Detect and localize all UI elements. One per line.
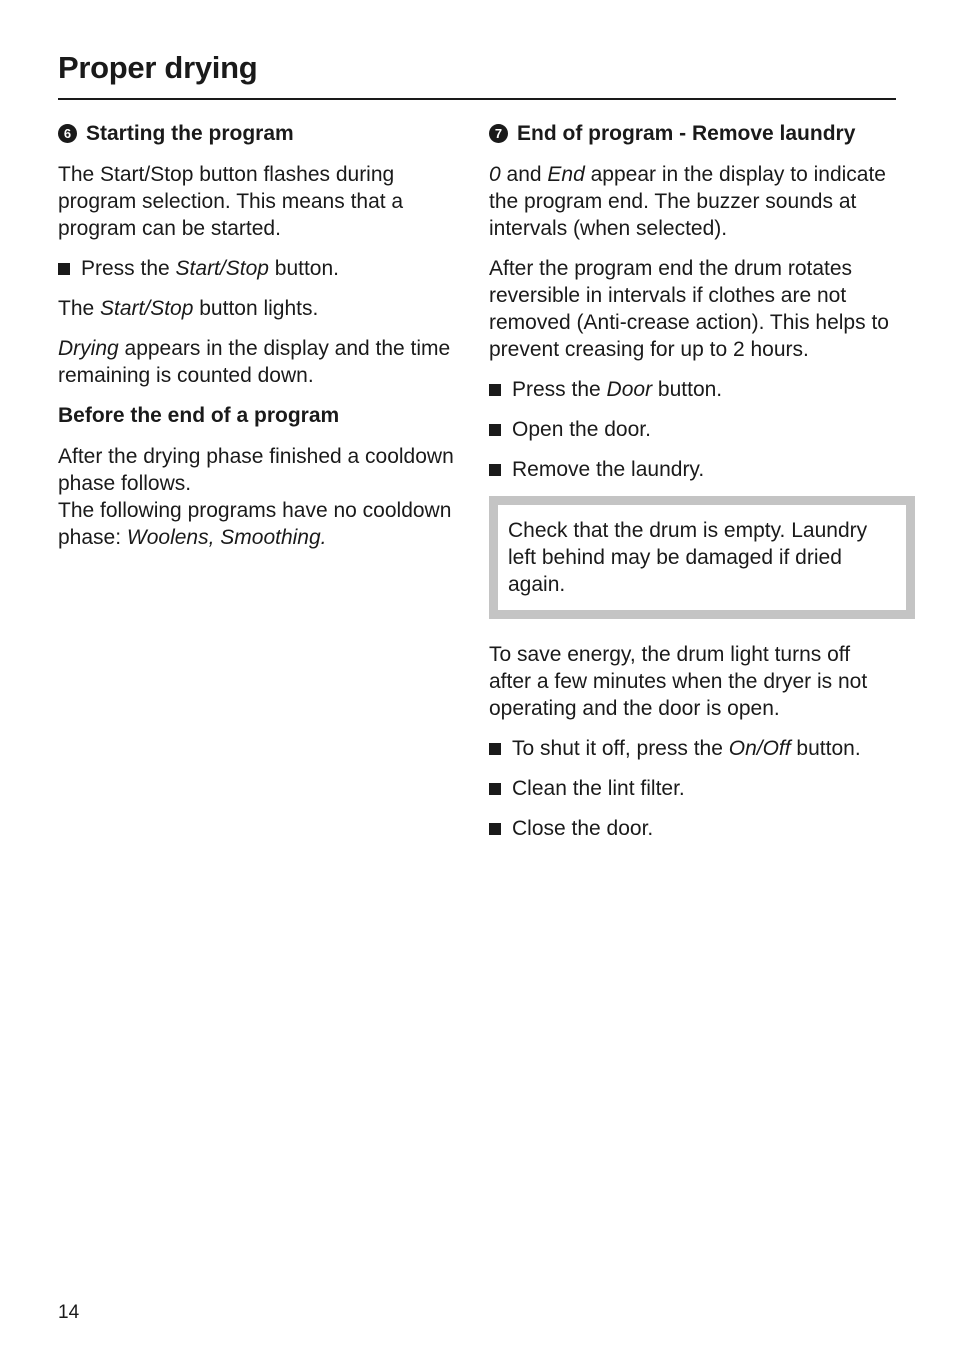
- clean-lint-filter-bullet: [489, 775, 894, 802]
- bullet-text: Clean the lint filter.: [512, 777, 685, 800]
- press-door-bullet: [489, 376, 894, 403]
- open-door-bullet: [489, 416, 894, 443]
- square-bullet-icon: [489, 823, 501, 835]
- square-bullet-icon: [58, 263, 70, 275]
- program-end-text: 0 and End appear in the display to indicate the program end. The buzzer sounds at intervals (when selected).: [489, 163, 886, 240]
- square-bullet-icon: [489, 743, 501, 755]
- square-bullet-icon: [489, 783, 501, 795]
- note-box: [489, 496, 915, 619]
- bullet-text: To shut it off, press the On/Off button.: [512, 737, 861, 760]
- button-lights-text: The Start/Stop button lights.: [58, 297, 319, 320]
- left-column: [58, 120, 463, 564]
- step-7-title: End of program - Remove laundry: [517, 122, 856, 145]
- press-start-stop-bullet: [58, 255, 463, 282]
- right-column: [489, 120, 894, 855]
- anti-crease-text: After the program end the drum rotates reversible in intervals if clothes are not removed (Anti-crease action). This helps to prevent creasing for up to 2 hours.: [489, 257, 889, 361]
- remove-laundry-bullet: [489, 456, 894, 483]
- title-divider: [58, 98, 896, 100]
- step-7-heading: [489, 120, 894, 147]
- shut-off-bullet: [489, 735, 894, 762]
- note-text: Check that the drum is empty. Laundry left behind may be damaged if dried again.: [508, 519, 868, 596]
- square-bullet-icon: [489, 384, 501, 396]
- step-6-title: Starting the program: [86, 122, 294, 145]
- bullet-text: Open the door.: [512, 418, 651, 441]
- energy-saving-text: To save energy, the drum light turns off after a few minutes when the dryer is not operating and the door is open.: [489, 643, 868, 720]
- page-title: Proper drying: [58, 50, 258, 85]
- bullet-text: Remove the laundry.: [512, 458, 705, 481]
- square-bullet-icon: [489, 464, 501, 476]
- drying-display-text: Drying appears in the display and the time remaining is counted down.: [58, 337, 451, 387]
- step-6-heading: [58, 120, 463, 147]
- bullet-text: Press the Start/Stop button.: [81, 257, 339, 280]
- before-end-heading: Before the end of a program: [58, 404, 340, 427]
- square-bullet-icon: [489, 424, 501, 436]
- cooldown-text: After the drying phase finished a cooldown phase follows. The following programs have no cooldown phase: Woolens, Smoothing.: [58, 445, 454, 549]
- bullet-text: Close the door.: [512, 817, 654, 840]
- bullet-text: Press the Door button.: [512, 378, 723, 401]
- close-door-bullet: [489, 815, 894, 842]
- page-number: 14: [58, 1302, 80, 1323]
- step-7-icon: 7: [489, 124, 508, 143]
- step-6-icon: 6: [58, 124, 77, 143]
- start-stop-flash-text: The Start/Stop button flashes during program selection. This means that a program can be started.: [58, 163, 404, 240]
